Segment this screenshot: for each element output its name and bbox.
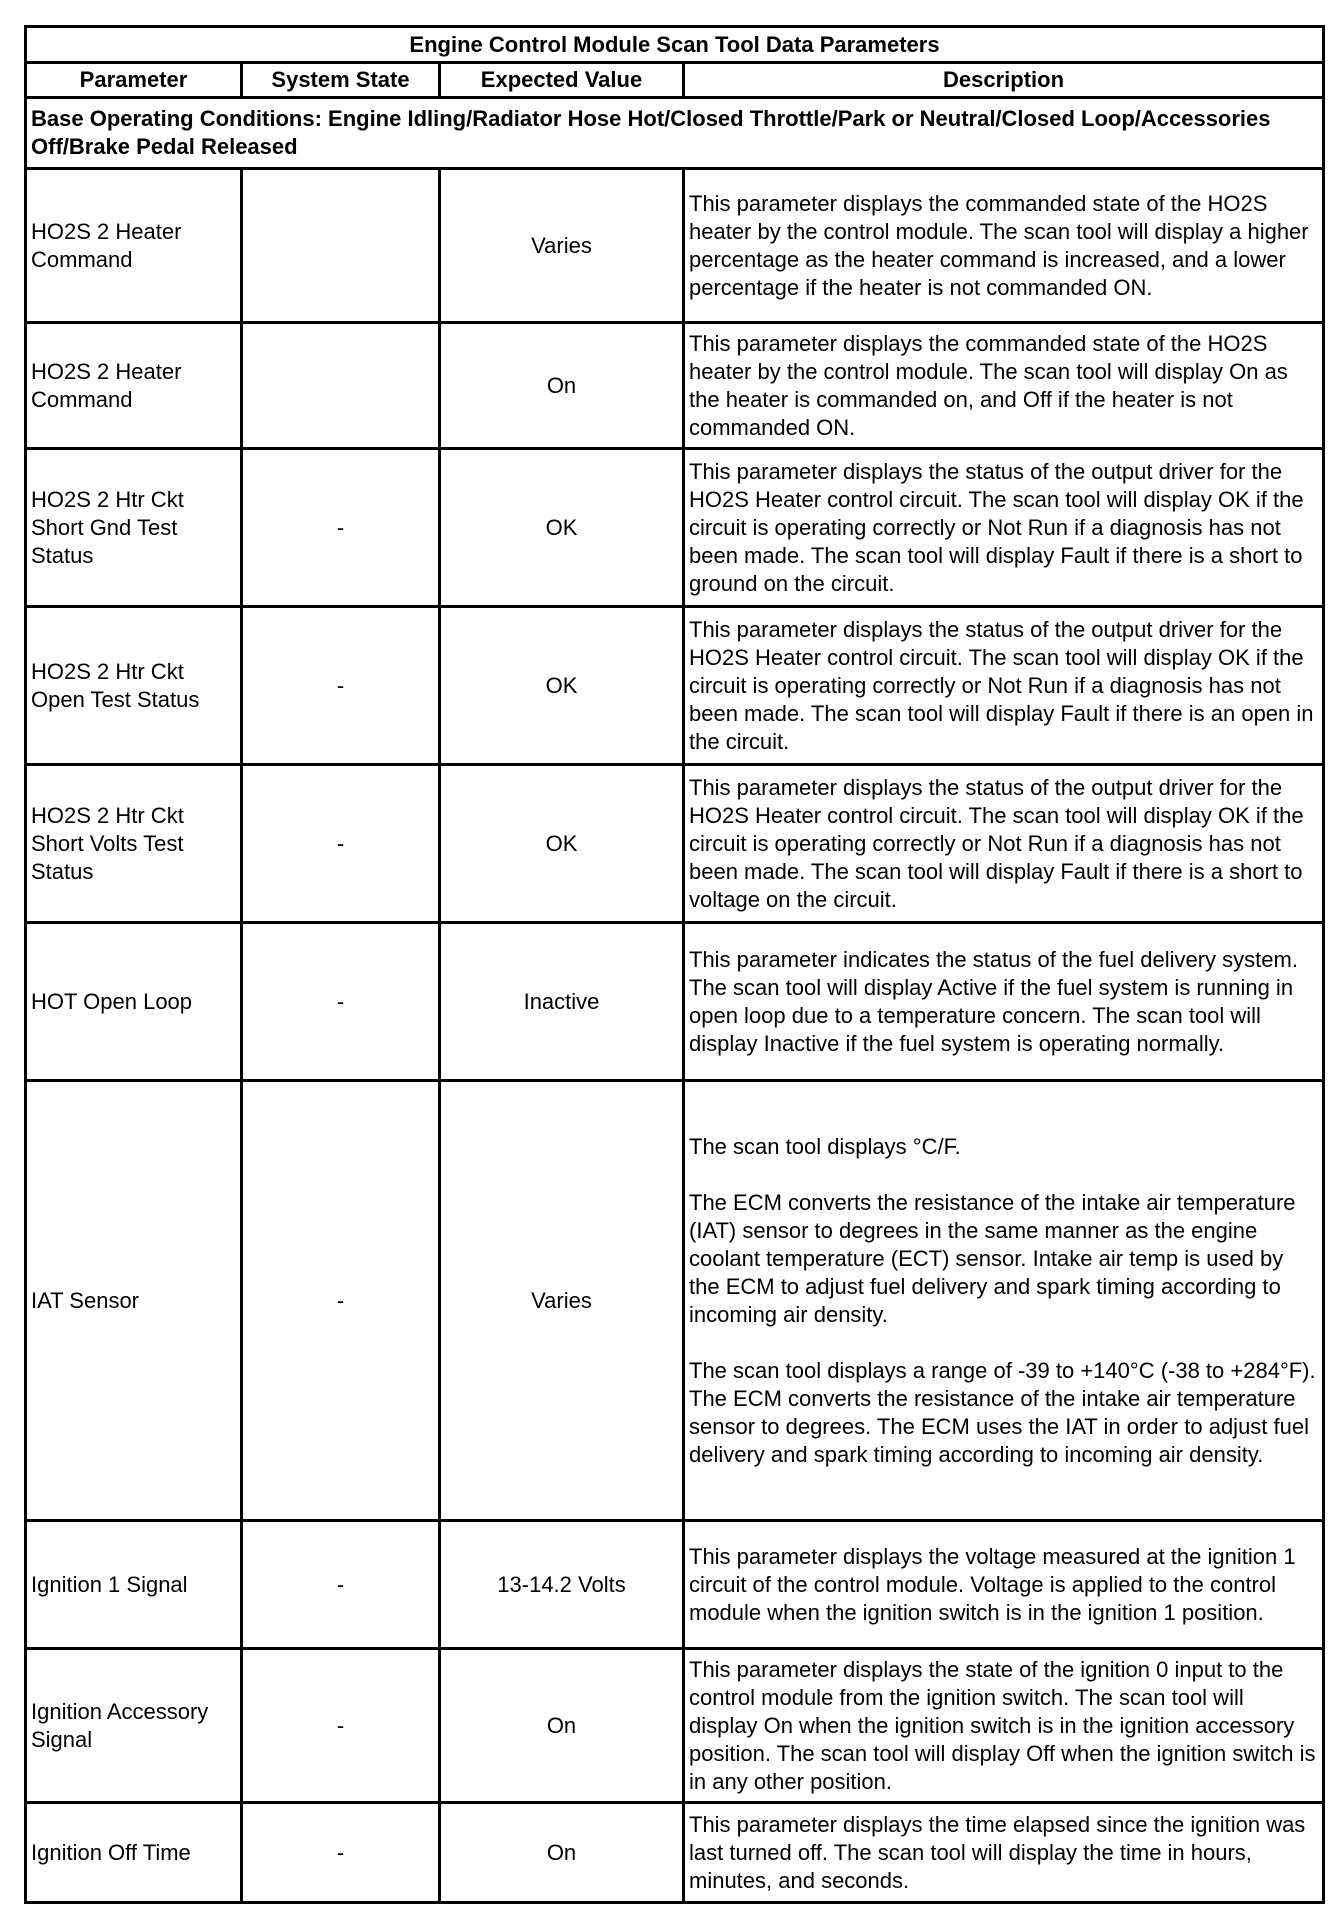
system-state-cell: -: [242, 1081, 440, 1521]
system-state-cell: [242, 323, 440, 449]
base-operating-conditions: Base Operating Conditions: Engine Idling/Radiator Hose Hot/Closed Throttle/Park or Neutral/Closed Loop/Accessories Off/Brake Pedal Released: [26, 98, 1324, 169]
description-paragraph: This parameter displays the commanded state of the HO2S heater by the control module. The scan tool will display On as the heater is commanded on, and Off if the heater is not commanded ON.: [689, 330, 1288, 440]
description-paragraph: This parameter displays the status of the output driver for the HO2S Heater control circuit. The scan tool will display OK if the circuit is operating correctly or Not Run if a diagnosis has not been made. The scan tool will display Fault if there is a short to ground on the circuit.: [689, 458, 1304, 596]
description-paragraph: The scan tool displays °C/F.: [689, 1133, 961, 1159]
table-row: [26, 169, 1324, 323]
parameter-cell: Ignition Accessory Signal: [26, 1649, 242, 1803]
description-cell: [684, 1081, 1324, 1521]
description-cell: [684, 169, 1324, 323]
description-paragraph: This parameter displays the state of the ignition 0 input to the control module from the ignition switch. The scan tool will display On when the ignition switch is in the ignition accessory position. The scan tool will display Off when the ignition switch is in any other position.: [689, 1656, 1316, 1794]
system-state-cell: -: [242, 1521, 440, 1649]
table-body: [26, 169, 1324, 1903]
expected-value-cell: On: [440, 323, 684, 449]
parameter-cell: HO2S 2 Htr Ckt Open Test Status: [26, 607, 242, 765]
description-cell: [684, 765, 1324, 923]
description-cell: [684, 923, 1324, 1081]
parameter-cell: HO2S 2 Heater Command: [26, 169, 242, 323]
system-state-cell: -: [242, 1803, 440, 1903]
parameter-cell: HOT Open Loop: [26, 923, 242, 1081]
description-paragraph: This parameter indicates the status of the fuel delivery system. The scan tool will display Active if the fuel system is running in open loop due to a temperature concern. The scan tool will display Inactive if the fuel system is operating normally.: [689, 946, 1298, 1056]
expected-value-cell: 13-14.2 Volts: [440, 1521, 684, 1649]
header-expected-value: Expected Value: [440, 63, 684, 98]
system-state-cell: -: [242, 765, 440, 923]
scan-tool-data-table: [24, 25, 1325, 1904]
parameter-cell: HO2S 2 Heater Command: [26, 323, 242, 449]
description-paragraph: This parameter displays the status of the output driver for the HO2S Heater control circuit. The scan tool will display OK if the circuit is operating correctly or Not Run if a diagnosis has not been made. The scan tool will display Fault if there is an open in the circuit.: [689, 616, 1314, 754]
expected-value-cell: Varies: [440, 1081, 684, 1521]
system-state-cell: -: [242, 1649, 440, 1803]
expected-value-cell: On: [440, 1803, 684, 1903]
description-cell: [684, 1521, 1324, 1649]
table-row: [26, 923, 1324, 1081]
description-paragraph: This parameter displays the time elapsed since the ignition was last turned off. The scan tool will display the time in hours, minutes, and seconds.: [689, 1811, 1306, 1893]
description-cell: [684, 1649, 1324, 1803]
system-state-cell: -: [242, 607, 440, 765]
parameter-cell: Ignition Off Time: [26, 1803, 242, 1903]
parameter-cell: Ignition 1 Signal: [26, 1521, 242, 1649]
system-state-cell: [242, 169, 440, 323]
description-cell: [684, 449, 1324, 607]
table-row: [26, 607, 1324, 765]
system-state-cell: -: [242, 923, 440, 1081]
table-row: [26, 1803, 1324, 1903]
description-paragraph: This parameter displays the voltage measured at the ignition 1 circuit of the control module. Voltage is applied to the control module when the ignition switch is in the ignition 1 position.: [689, 1543, 1296, 1625]
expected-value-cell: On: [440, 1649, 684, 1803]
table-title: Engine Control Module Scan Tool Data Parameters: [26, 27, 1324, 63]
table-row: [26, 1649, 1324, 1803]
system-state-cell: -: [242, 449, 440, 607]
table-row: [26, 449, 1324, 607]
description-paragraph: This parameter displays the commanded state of the HO2S heater by the control module. The scan tool will display a higher percentage as the heater command is increased, and a lower percentage if the heater is not commanded ON.: [689, 190, 1309, 300]
parameter-cell: IAT Sensor: [26, 1081, 242, 1521]
header-parameter: Parameter: [26, 63, 242, 98]
description-cell: [684, 323, 1324, 449]
table-row: [26, 1081, 1324, 1521]
expected-value-cell: Varies: [440, 169, 684, 323]
table-row: [26, 323, 1324, 449]
parameter-cell: HO2S 2 Htr Ckt Short Gnd Test Status: [26, 449, 242, 607]
description-cell: [684, 607, 1324, 765]
description-paragraph: The ECM converts the resistance of the intake air temperature (IAT) sensor to degrees in the same manner as the engine coolant temperature (ECT) sensor. Intake air temp is used by the ECM to adjust fuel delivery and spark timing according to incoming air density.: [689, 1189, 1296, 1327]
expected-value-cell: OK: [440, 607, 684, 765]
expected-value-cell: OK: [440, 449, 684, 607]
expected-value-cell: OK: [440, 765, 684, 923]
expected-value-cell: Inactive: [440, 923, 684, 1081]
header-system-state: System State: [242, 63, 440, 98]
description-paragraph: The scan tool displays a range of -39 to +140°C (-38 to +284°F). The ECM converts the resistance of the intake air temperature sensor to degrees. The ECM uses the IAT in order to adjust fuel delivery and spark timing according to incoming air density.: [689, 1357, 1316, 1467]
table-row: [26, 1521, 1324, 1649]
description-cell: [684, 1803, 1324, 1903]
parameter-cell: HO2S 2 Htr Ckt Short Volts Test Status: [26, 765, 242, 923]
header-description: Description: [684, 63, 1324, 98]
table-row: [26, 765, 1324, 923]
description-paragraph: This parameter displays the status of the output driver for the HO2S Heater control circuit. The scan tool will display OK if the circuit is operating correctly or Not Run if a diagnosis has not been made. The scan tool will display Fault if there is a short to voltage on the circuit.: [689, 774, 1304, 912]
